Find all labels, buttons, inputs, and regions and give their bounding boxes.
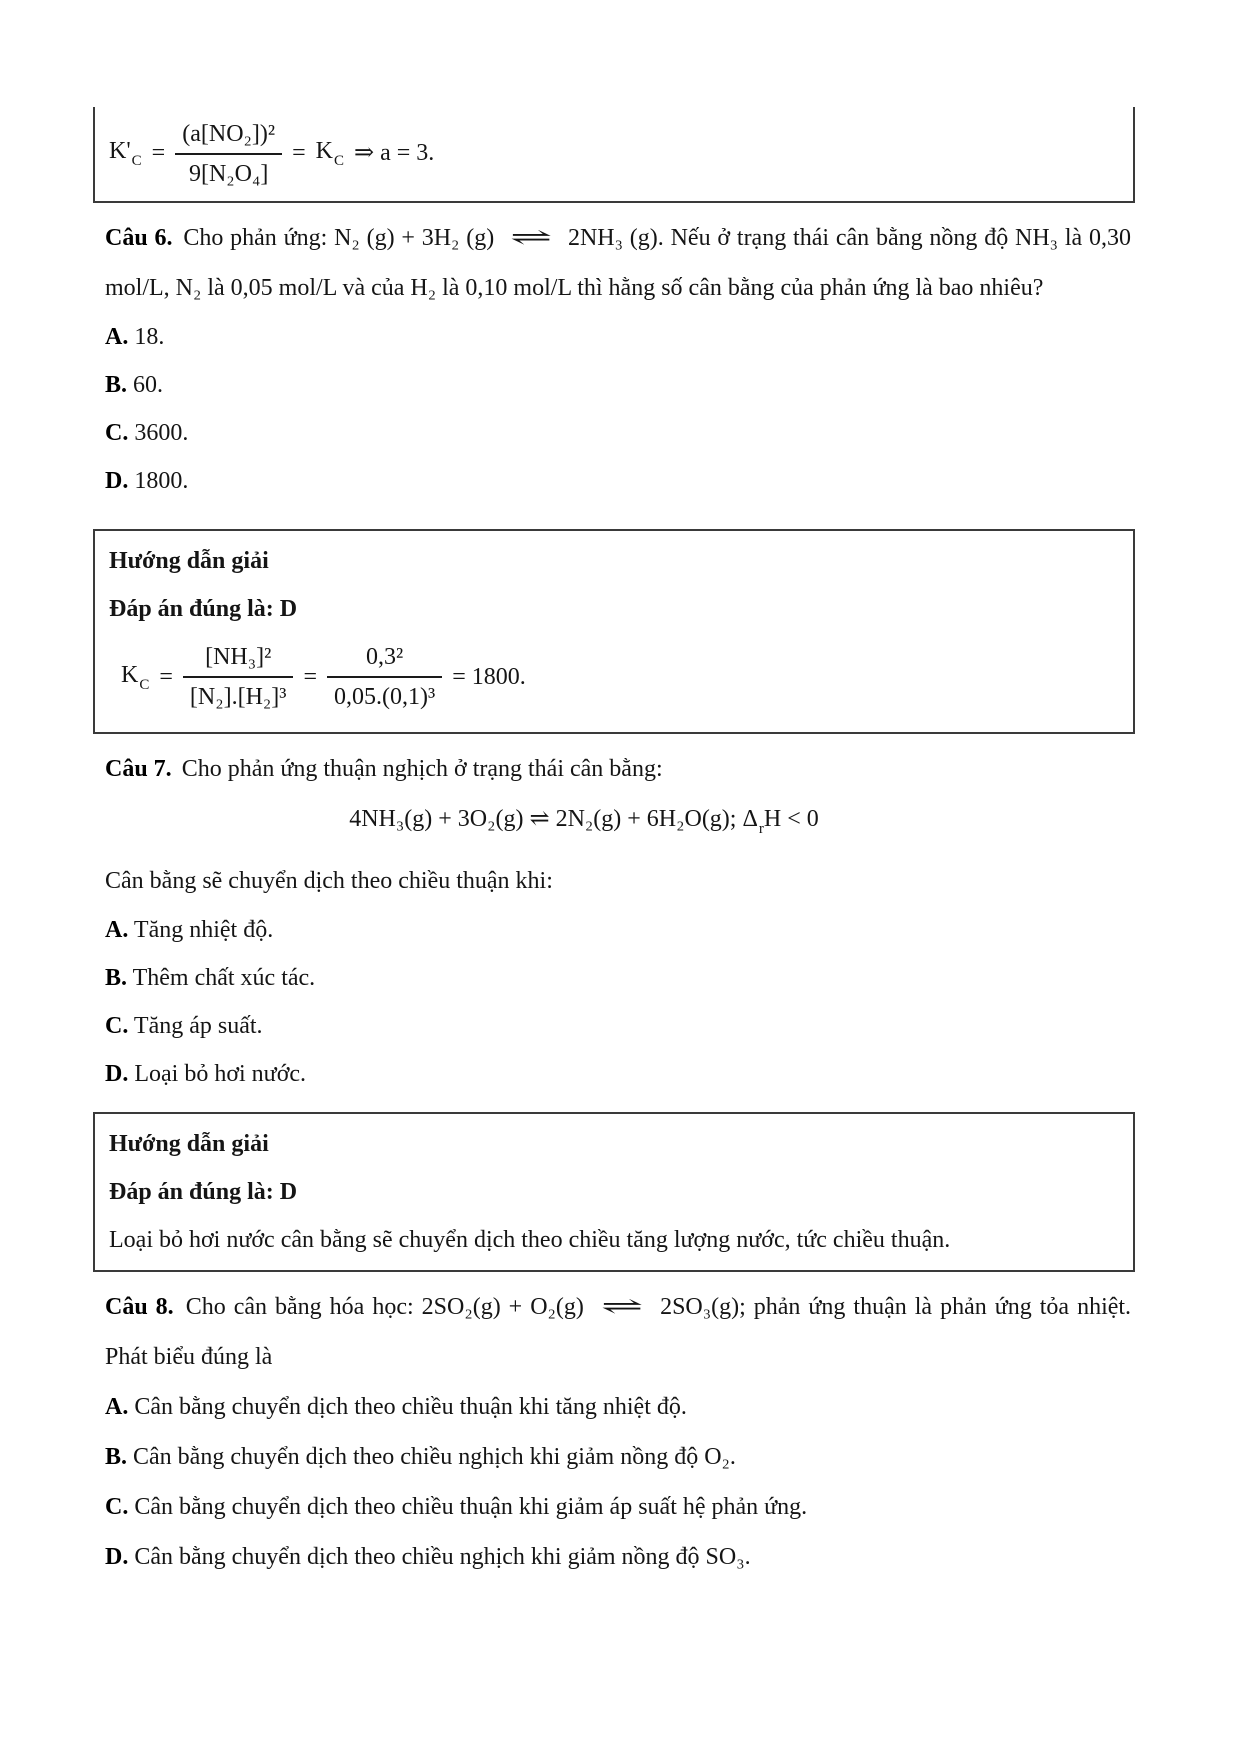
kc-prime-formula: [95, 110, 434, 199]
question-8-option-c: [93, 1482, 1135, 1532]
option-letter: B.: [105, 1443, 128, 1470]
equals-sign: =: [292, 140, 306, 167]
option-text: Tăng áp suất.: [133, 1012, 263, 1039]
option-text: 3600.: [134, 420, 189, 446]
option-text: Tăng nhiệt độ.: [133, 916, 274, 943]
option-text: Cân bằng chuyển dịch theo chiều thuận khi tăng nhiệt độ.: [134, 1393, 687, 1420]
question-7-option-a: [93, 906, 1135, 954]
formula-result: ⇒ a = 3.: [353, 140, 435, 167]
equilibrium-arrow-icon: ⇌: [509, 225, 553, 251]
solution-title: Hướng dẫn giải: [109, 1130, 269, 1157]
equals-sign: =: [303, 663, 318, 690]
k-prime-subscript: C: [131, 153, 142, 170]
option-letter: C.: [105, 1493, 129, 1520]
question-6-text: [93, 211, 1135, 313]
question-8-label: Câu 8.: [105, 1293, 174, 1320]
fraction: [175, 118, 282, 191]
equals-sign: =: [159, 663, 173, 690]
option-letter: D.: [105, 1060, 129, 1087]
equation-pre: 4NH₃(g) + 3O₂(g) ⇌ 2N₂(g) + 6H₂O(g); Δ: [349, 805, 758, 832]
solution-answer: Đáp án đúng là: D: [109, 1178, 298, 1205]
option-letter: C.: [105, 420, 129, 446]
question-7-option-b: [93, 954, 1135, 1002]
option-text: Cân bằng chuyển dịch theo chiều thuận khi giảm áp suất hệ phản ứng.: [134, 1493, 808, 1520]
equilibrium-arrow-icon: ⇌: [600, 1293, 644, 1320]
question-7-equation: [93, 794, 1135, 854]
option-text: Thêm chất xúc tác.: [132, 964, 316, 991]
option-text: 18.: [134, 324, 165, 350]
formula-rhs: [316, 136, 344, 172]
question-6-label: Câu 6.: [105, 225, 173, 251]
question-8-text: [93, 1280, 1135, 1382]
kc: K: [315, 138, 333, 165]
fraction-denominator: 9[N₂O₄]: [188, 161, 269, 187]
fraction: [327, 641, 442, 714]
option-letter: A.: [105, 324, 129, 350]
solution-title: Hướng dẫn giải: [109, 548, 269, 574]
question-7-solution-box: [93, 1112, 1135, 1272]
question-8-option-d: [93, 1532, 1135, 1582]
option-text: 1800.: [134, 468, 189, 494]
question-7-option-d: [93, 1050, 1135, 1098]
option-text: Loại bỏ hơi nước.: [134, 1060, 307, 1087]
question-6-intro-pre: Cho phản ứng: N₂ (g) + 3H₂ (g): [183, 225, 495, 251]
question-7-intro: Cho phản ứng thuận nghịch ở trạng thái cân bằng:: [181, 755, 663, 782]
question-7-text: [93, 742, 1135, 794]
question-6-option-c: [93, 409, 1135, 457]
fraction-denominator: 0,05.(0,1)³: [334, 684, 436, 711]
formula-lhs: [121, 660, 149, 696]
fraction-numerator: 0,3²: [327, 641, 442, 678]
fraction: [183, 641, 294, 714]
fraction-denominator: [N₂].[H₂]³: [189, 684, 287, 711]
option-text: Cân bằng chuyển dịch theo chiều nghịch khi giảm nồng độ SO₃.: [134, 1543, 751, 1570]
option-letter: D.: [105, 1543, 129, 1570]
question-8-intro-post: 2SO₃(g); phản ứng thuận là phản ứng tỏa nhiệt. Phát biểu đúng là: [105, 1293, 1132, 1370]
option-letter: A.: [105, 916, 129, 943]
kc: K: [121, 661, 139, 688]
question-6-solution-box: [93, 529, 1135, 734]
option-letter: A.: [105, 1393, 129, 1420]
kc-subscript: C: [333, 153, 344, 170]
fraction-numerator: (a[NO₂])²: [175, 118, 282, 155]
question-6-option-d: [93, 457, 1135, 505]
option-letter: B.: [105, 964, 128, 991]
question-8-option-b: [93, 1432, 1135, 1482]
question-7-label: Câu 7.: [105, 755, 172, 782]
kc-calculation-formula: [107, 633, 1121, 722]
formula-lhs: [109, 136, 142, 172]
option-letter: D.: [105, 468, 129, 494]
option-text: Cân bằng chuyển dịch theo chiều nghịch khi giảm nồng độ O₂.: [133, 1443, 736, 1470]
question-6-intro-post: 2NH₃ (g). Nếu ở trạng thái cân bằng nồng độ NH₃ là 0,30 mol/L, N₂ là 0,05 mol/L và của H₂ là 0,10 mol/L thì hằng số cân bằng của phản ứng là bao nhiêu?: [105, 225, 1131, 301]
formula-result: = 1800.: [452, 663, 526, 690]
k-prime: K': [109, 138, 131, 165]
solution-note: Loại bỏ hơi nước cân bằng sẽ chuyển dịch theo chiều tăng lượng nước, tức chiều thuận.: [109, 1226, 951, 1253]
delta-r-subscript: r: [758, 820, 764, 837]
question-7-option-c: [93, 1002, 1135, 1050]
solution-answer: Đáp án đúng là: D: [109, 596, 298, 622]
option-text: 60.: [133, 372, 164, 398]
option-letter: B.: [105, 372, 128, 398]
question-8-option-a: [93, 1382, 1135, 1432]
question-7-prompt: Cân bằng sẽ chuyển dịch theo chiều thuận khi:: [105, 867, 553, 894]
question-6-option-a: [93, 313, 1135, 361]
prev-solution-box-continued: [93, 107, 1135, 203]
fraction-numerator: [NH₃]²: [183, 641, 294, 678]
kc-subscript: C: [139, 676, 150, 693]
question-6-option-b: [93, 361, 1135, 409]
equals-sign: =: [151, 140, 166, 167]
equation-post: H < 0: [763, 805, 819, 832]
question-8-intro-pre: Cho cân bằng hóa học: 2SO₂(g) + O₂(g): [185, 1293, 584, 1320]
option-letter: C.: [105, 1012, 129, 1039]
